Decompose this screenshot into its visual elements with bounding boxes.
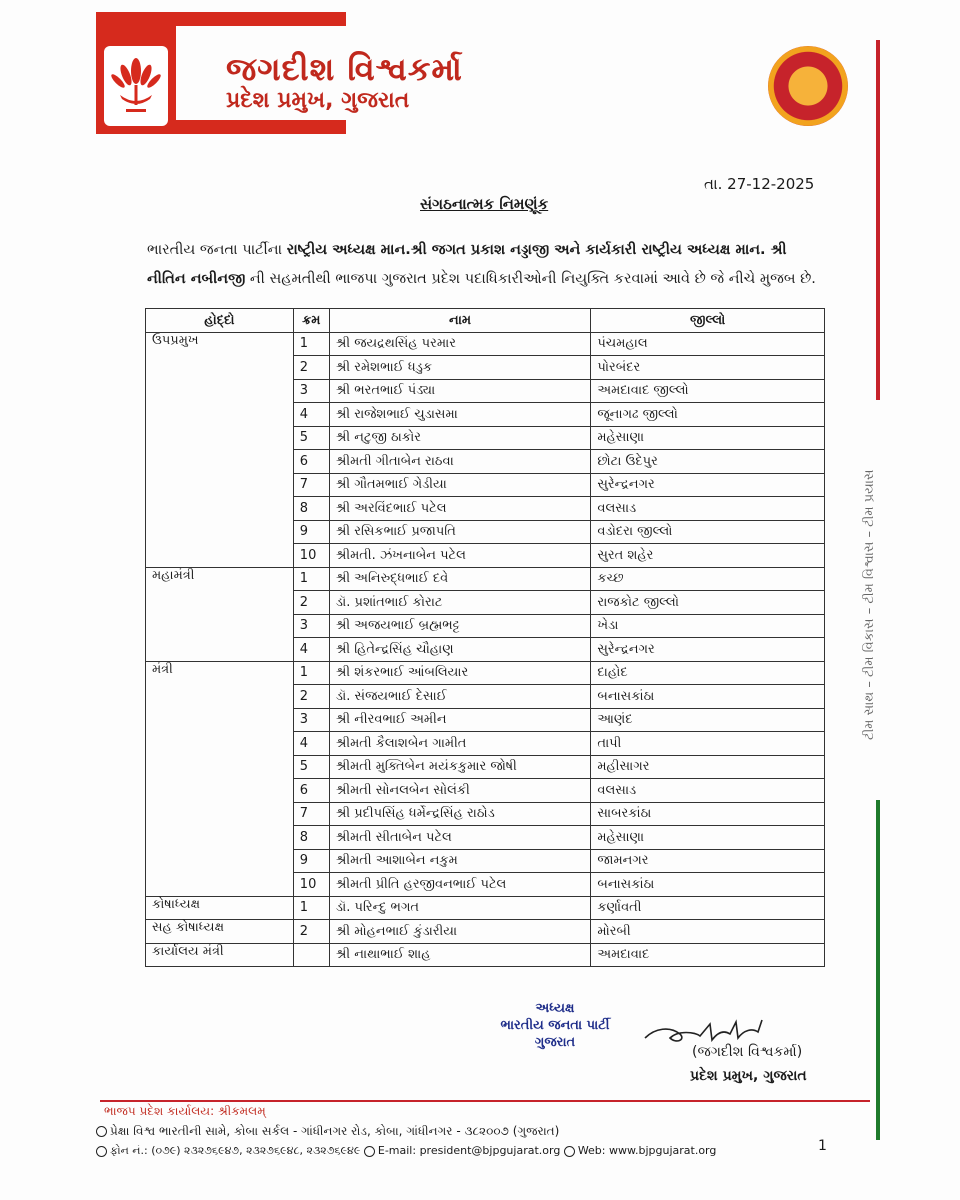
cell-district: સાબરકાંઠા (591, 802, 825, 826)
cell-post: મહામંત્રી (146, 567, 294, 661)
letterhead-name: જગદીશ વિશ્વકર્મા (226, 50, 463, 88)
cell-name: શ્રીમતી આશાબેન નકુમ (329, 849, 591, 873)
cell-name: શ્રી જયદ્રથસિંહ પરમાર (329, 332, 591, 356)
cell-name: ડૉ. સંજયભાઈ દેસાઈ (329, 685, 591, 709)
margin-strip-green (876, 800, 880, 1140)
cell-name: ડૉ. પરિન્દુ ભગત (329, 896, 591, 920)
footer-address-text: પ્રેક્ષા વિશ્વ ભારતીની સામે, કોબા સર્કલ - ગાંધીનગર રોડ, કોબા, ગાંધીનગર - ૩૮૨૦૦૭ (ગુજરાત) (110, 1124, 560, 1138)
cell-district: સુરેન્દ્રનગર (591, 638, 825, 662)
table-row (146, 943, 825, 967)
cell-serial: 10 (293, 544, 329, 568)
table-header-row (146, 309, 825, 333)
cell-district: વલસાડ (591, 779, 825, 803)
margin-strip-red (876, 40, 880, 400)
party-stamp (485, 1000, 625, 1051)
cell-serial: 4 (293, 403, 329, 427)
cell-name: શ્રીમતી કૈલાશબેન ગામીત (329, 732, 591, 756)
cell-post: ઉપપ્રમુખ (146, 332, 294, 567)
cell-serial: 8 (293, 826, 329, 850)
cell-name: શ્રીમતી મુક્તિબેન મયંકકુમાર જોષી (329, 755, 591, 779)
intro-text-1: ભારતીય જનતા પાર્ટીના (147, 242, 287, 258)
cell-serial: 5 (293, 755, 329, 779)
cell-serial: 4 (293, 732, 329, 756)
cell-district: બનાસકાંઠા (591, 685, 825, 709)
cell-district: વલસાડ (591, 497, 825, 521)
cell-district: મહીસાગર (591, 755, 825, 779)
email-icon (364, 1146, 375, 1157)
signatory-name: (જગદીશ વિશ્વકર્મા) (692, 1044, 803, 1060)
cell-serial: 4 (293, 638, 329, 662)
cell-serial: 10 (293, 873, 329, 897)
cell-serial: 2 (293, 685, 329, 709)
cell-district: મહેસાણા (591, 426, 825, 450)
cell-name: શ્રી મોહનભાઈ કુંડારીયા (329, 920, 591, 944)
margin-slogan: ટીમ સાથ – ટીમ વિકાસ – ટીમ વિશ્વાસ – ટીમ પ્રયાસ (862, 469, 877, 741)
table-body (146, 332, 825, 967)
cell-serial: 6 (293, 779, 329, 803)
cell-name: શ્રી નટુજી ઠાકોર (329, 426, 591, 450)
cell-post: કોષાધ્યક્ષ (146, 896, 294, 920)
bjp-logo (96, 12, 176, 134)
cell-name: શ્રી અરવિંદભાઈ પટેલ (329, 497, 591, 521)
cell-district: છોટા ઉદેપુર (591, 450, 825, 474)
cell-name: શ્રી પ્રદીપસિંહ ધર્મેન્દ્રસિંહ રાઠોડ (329, 802, 591, 826)
cell-serial: 2 (293, 920, 329, 944)
campaign-seal-icon (768, 46, 848, 126)
cell-name: શ્રી હિતેન્દ્રસિંહ ચૌહાણ (329, 638, 591, 662)
cell-name: શ્રીમતી સીતાબેન પટેલ (329, 826, 591, 850)
cell-district: તાપી (591, 732, 825, 756)
cell-name: શ્રીમતી. ઝંખનાબેન પટેલ (329, 544, 591, 568)
cell-name: શ્રી અનિરુદ્ધભાઈ દવે (329, 567, 591, 591)
cell-name: શ્રીમતી સોનલબેન સોલંકી (329, 779, 591, 803)
cell-district: સુરેન્દ્રનગર (591, 473, 825, 497)
appointments-table (145, 308, 825, 967)
cell-name: શ્રી રસિકભાઈ પ્રજાપતિ (329, 520, 591, 544)
footer-contact (96, 1144, 716, 1158)
table-row (146, 896, 825, 920)
cell-serial: 1 (293, 332, 329, 356)
header-serial: ક્રમ (293, 309, 329, 333)
intro-text-2: ની સહમતીથી ભાજપા ગુજરાત પ્રદેશ પદાધિકારીઓની નિયુક્તિ કરવામાં આવે છે જે નીચે મુજબ છે. (245, 271, 816, 287)
cell-post: મંત્રી (146, 661, 294, 896)
cell-district: મહેસાણા (591, 826, 825, 850)
letter-date: તા. 27-12-2025 (704, 175, 815, 193)
cell-serial: 5 (293, 426, 329, 450)
cell-district: દાહોદ (591, 661, 825, 685)
cell-post: કાર્યાલય મંત્રી (146, 943, 294, 967)
footer-address (96, 1124, 559, 1139)
cell-serial: 7 (293, 473, 329, 497)
letter-title: સંગઠનાત્મક નિમણૂંક (420, 195, 549, 213)
cell-name: શ્રી રાજેશભાઈ ચુડાસમા (329, 403, 591, 427)
stamp-line-2: ભારતીય જનતા પાર્ટી (500, 1018, 610, 1033)
cell-district: પંચમહાલ (591, 332, 825, 356)
cell-serial (293, 943, 329, 967)
cell-district: ખેડા (591, 614, 825, 638)
cell-district: મોરબી (591, 920, 825, 944)
cell-district: કચ્છ (591, 567, 825, 591)
cell-serial: 6 (293, 450, 329, 474)
phone-icon (96, 1146, 107, 1157)
table-row (146, 920, 825, 944)
cell-name: ડૉ. પ્રશાંતભાઈ કોરાટ (329, 591, 591, 615)
cell-district: અમદાવાદ (591, 943, 825, 967)
intro-paragraph (147, 236, 829, 294)
cell-district: વડોદરા જીલ્લો (591, 520, 825, 544)
intro-text-bold: રાષ્ટ્રીય અધ્યક્ષ માન.શ્રી જગત પ્રકાશ નડ્ડાજી અને કાર્યકારી રાષ્ટ્રીય અધ્યક્ષ માન. શ્રી નીતિન નબીનજી (147, 242, 787, 287)
cell-serial: 1 (293, 661, 329, 685)
header-name: નામ (329, 309, 591, 333)
location-icon (96, 1126, 107, 1137)
cell-serial: 2 (293, 591, 329, 615)
cell-serial: 1 (293, 567, 329, 591)
cell-serial: 9 (293, 520, 329, 544)
cell-district: જૂનાગઢ જીલ્લો (591, 403, 825, 427)
cell-district: કર્ણાવતી (591, 896, 825, 920)
cell-district: પોરબંદર (591, 356, 825, 380)
page-number: 1 (818, 1138, 827, 1154)
cell-name: શ્રી ગૌતમભાઈ ગેડીયા (329, 473, 591, 497)
cell-serial: 9 (293, 849, 329, 873)
footer-office: ભાજપ પ્રદેશ કાર્યાલય: શ્રીકમલમ્ (104, 1104, 266, 1118)
footer-divider (100, 1100, 870, 1102)
cell-name: શ્રી રમેશભાઈ ધડુક (329, 356, 591, 380)
cell-district: સુરત શહેર (591, 544, 825, 568)
footer-email[interactable]: E-mail: president@bjpgujarat.org (377, 1144, 561, 1157)
cell-name: શ્રી અજયભાઈ બ્રહ્મભટ્ટ (329, 614, 591, 638)
stamp-line-1: અધ્યક્ષ (535, 1001, 575, 1016)
cell-serial: 7 (293, 802, 329, 826)
table-row (146, 661, 825, 685)
header-district: જીલ્લો (591, 309, 825, 333)
cell-district: રાજકોટ જીલ્લો (591, 591, 825, 615)
cell-serial: 2 (293, 356, 329, 380)
cell-serial: 1 (293, 896, 329, 920)
cell-district: આણંદ (591, 708, 825, 732)
cell-serial: 3 (293, 708, 329, 732)
cell-name: શ્રીમતી પ્રીતિ હરજીવનભાઈ પટેલ (329, 873, 591, 897)
signatory-role: પ્રદેશ પ્રમુખ, ગુજરાત (690, 1068, 807, 1084)
cell-district: જામનગર (591, 849, 825, 873)
table-row (146, 332, 825, 356)
web-icon (564, 1146, 575, 1157)
cell-serial: 8 (293, 497, 329, 521)
cell-name: શ્રીમતી ગીતાબેન રાઠવા (329, 450, 591, 474)
cell-serial: 3 (293, 614, 329, 638)
stamp-line-3: ગુજરાત (534, 1035, 576, 1050)
cell-name: શ્રી નાથાભાઈ શાહ (329, 943, 591, 967)
cell-name: શ્રી શંકરભાઈ આંબલિયાર (329, 661, 591, 685)
cell-name: શ્રી ભરતભાઈ પંડ્યા (329, 379, 591, 403)
cell-district: અમદાવાદ જીલ્લો (591, 379, 825, 403)
cell-serial: 3 (293, 379, 329, 403)
cell-name: શ્રી નીરવભાઈ અમીન (329, 708, 591, 732)
cell-post: સહ કોષાધ્યક્ષ (146, 920, 294, 944)
footer-phone: ફોન નં.: (૦૭૯) ૨૩૨૭૬૯૪૭, ૨૩૨૭૬૯૪૮, ૨૩૨૭૬૯૪૯ (110, 1144, 361, 1157)
cell-district: બનાસકાંઠા (591, 873, 825, 897)
header-post: હોદ્દો (146, 309, 294, 333)
table-row (146, 567, 825, 591)
lotus-icon (104, 46, 168, 126)
footer-web[interactable]: Web: www.bjpgujarat.org (577, 1144, 717, 1157)
letterhead-role: પ્રદેશ પ્રમુખ, ગુજરાત (226, 88, 410, 113)
